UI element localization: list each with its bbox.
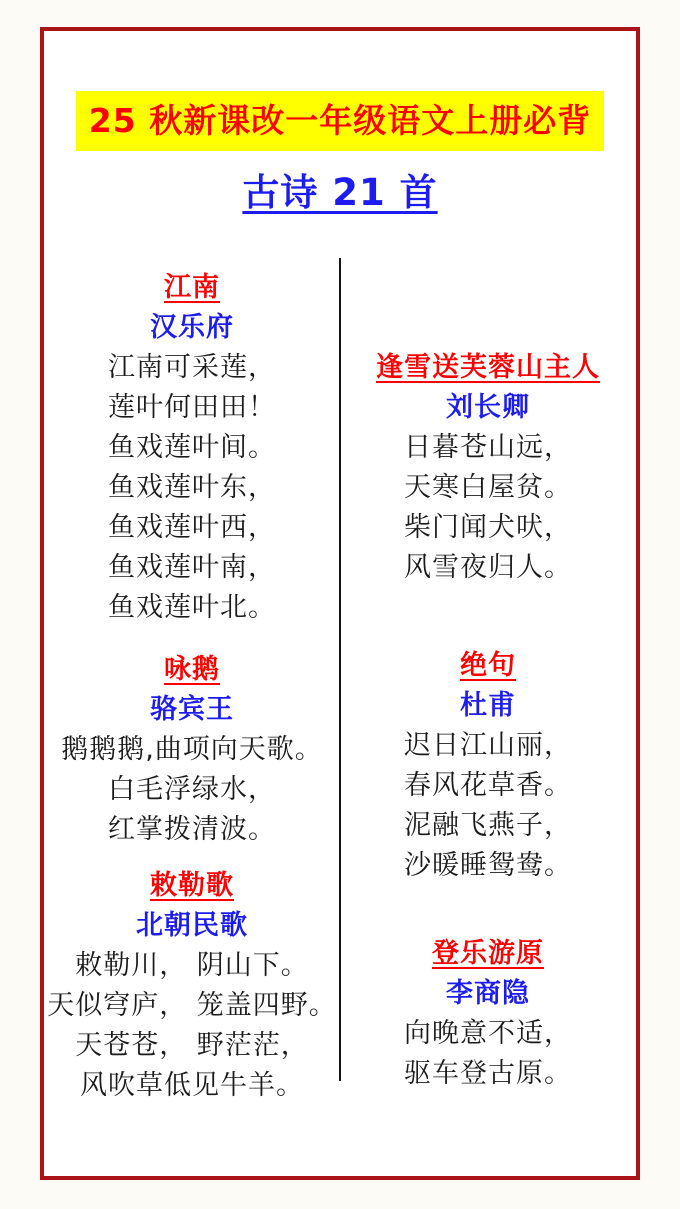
- poem-title: 咏鹅: [164, 654, 220, 686]
- poem-title: 江南: [164, 272, 220, 304]
- poem-line: 鱼戏莲叶北。: [108, 592, 276, 624]
- poem-line: 日暮苍山远，: [404, 432, 572, 464]
- poem-line: 泥融飞燕子，: [404, 810, 572, 842]
- poem-title: 登乐游原: [432, 938, 544, 970]
- header: [44, 91, 636, 151]
- poem-author: 北朝民歌: [136, 910, 248, 942]
- poem-line: 天苍苍， 野茫茫，: [75, 1030, 309, 1062]
- poem-title: 绝句: [460, 650, 516, 682]
- poem-line: 天似穹庐， 笼盖四野。: [47, 990, 337, 1022]
- poem-fengxue-song-furongshan-zhuren: [340, 348, 636, 588]
- poem-jueju: [340, 646, 636, 886]
- poem-author: 刘长卿: [446, 392, 530, 424]
- poem-deng-leyou-yuan: [340, 934, 636, 1094]
- poem-author: 李商隐: [446, 978, 530, 1010]
- poem-jiangnan: [44, 268, 340, 628]
- poem-chile-ge: [44, 866, 340, 1106]
- poem-line: 沙暖睡鸳鸯。: [404, 850, 572, 882]
- poem-line: 向晚意不适，: [404, 1018, 572, 1050]
- poem-line: 春风花草香。: [404, 770, 572, 802]
- poem-line: 莲叶何田田！: [108, 392, 276, 424]
- poem-line: 鱼戏莲叶西，: [108, 512, 276, 544]
- poem-line: 迟日江山丽，: [404, 730, 572, 762]
- poem-line: 红掌拨清波。: [108, 814, 276, 846]
- poem-title: 敕勒歌: [150, 870, 234, 902]
- poem-line: 鱼戏莲叶间。: [108, 432, 276, 464]
- page-frame: [40, 27, 640, 1180]
- poem-line: 驱车登古原。: [404, 1058, 572, 1090]
- poem-line: 鱼戏莲叶南，: [108, 552, 276, 584]
- column-right: [340, 258, 636, 1106]
- poem-author: 汉乐府: [150, 312, 234, 344]
- poem-columns: [44, 258, 636, 1106]
- poem-line: 敕勒川， 阴山下。: [75, 950, 309, 982]
- main-title: 25 秋新课改一年级语文上册必背: [76, 91, 604, 151]
- subtitle: 古诗 21 首: [242, 171, 438, 215]
- poem-line: 柴门闻犬吠，: [404, 512, 572, 544]
- poem-line: 风雪夜归人。: [404, 552, 572, 584]
- poem-yong-e: [44, 650, 340, 850]
- poem-author: 骆宾王: [150, 694, 234, 726]
- poem-line: 江南可采莲，: [108, 352, 276, 384]
- poem-line: 鹅鹅鹅,曲项向天歌。: [61, 734, 323, 766]
- poem-line: 天寒白屋贫。: [404, 472, 572, 504]
- poem-line: 风吹草低见牛羊。: [80, 1070, 304, 1102]
- column-divider: [339, 258, 341, 1081]
- poem-author: 杜甫: [460, 690, 516, 722]
- poem-title: 逢雪送芙蓉山主人: [376, 352, 600, 384]
- poem-line: 鱼戏莲叶东，: [108, 472, 276, 504]
- column-left: [44, 258, 340, 1106]
- poem-line: 白毛浮绿水，: [108, 774, 276, 806]
